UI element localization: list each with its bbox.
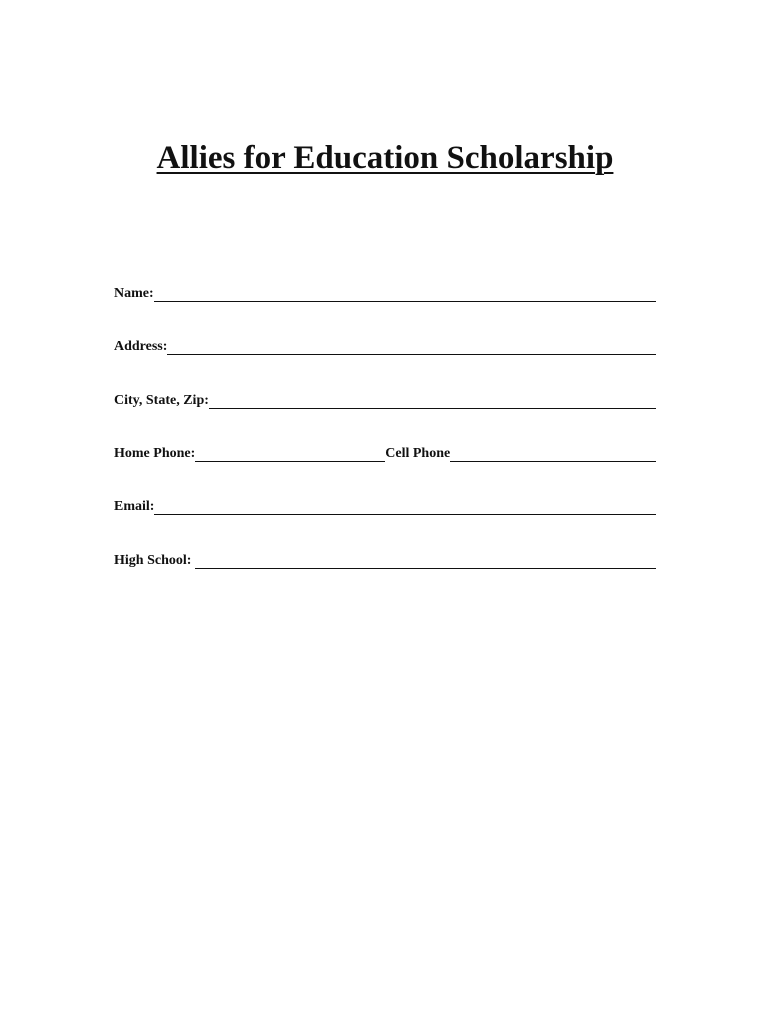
name-blank-line[interactable]	[154, 285, 656, 302]
email-label: Email:	[114, 499, 155, 514]
city-state-zip-label: City, State, Zip:	[114, 393, 209, 408]
name-field-row	[114, 284, 656, 304]
phone-field-row	[114, 444, 656, 464]
cell-phone-label: Cell Phone	[385, 446, 451, 461]
name-label: Name:	[114, 286, 154, 301]
city-state-zip-field-row	[114, 391, 656, 411]
email-field-row	[114, 497, 656, 517]
home-phone-label: Home Phone:	[114, 446, 196, 461]
high-school-label: High School:	[114, 553, 192, 568]
high-school-field-row	[114, 551, 656, 571]
address-blank-line[interactable]	[167, 338, 656, 355]
home-phone-blank-line[interactable]	[195, 445, 385, 462]
city-state-zip-blank-line[interactable]	[209, 392, 656, 409]
form-title	[0, 138, 770, 178]
email-blank-line[interactable]	[154, 498, 656, 515]
form-title-text: Allies for Education Scholarship	[156, 140, 614, 176]
high-school-blank-line[interactable]	[195, 552, 656, 569]
address-field-row	[114, 337, 656, 357]
address-label: Address:	[114, 339, 168, 354]
cell-phone-blank-line[interactable]	[450, 445, 656, 462]
